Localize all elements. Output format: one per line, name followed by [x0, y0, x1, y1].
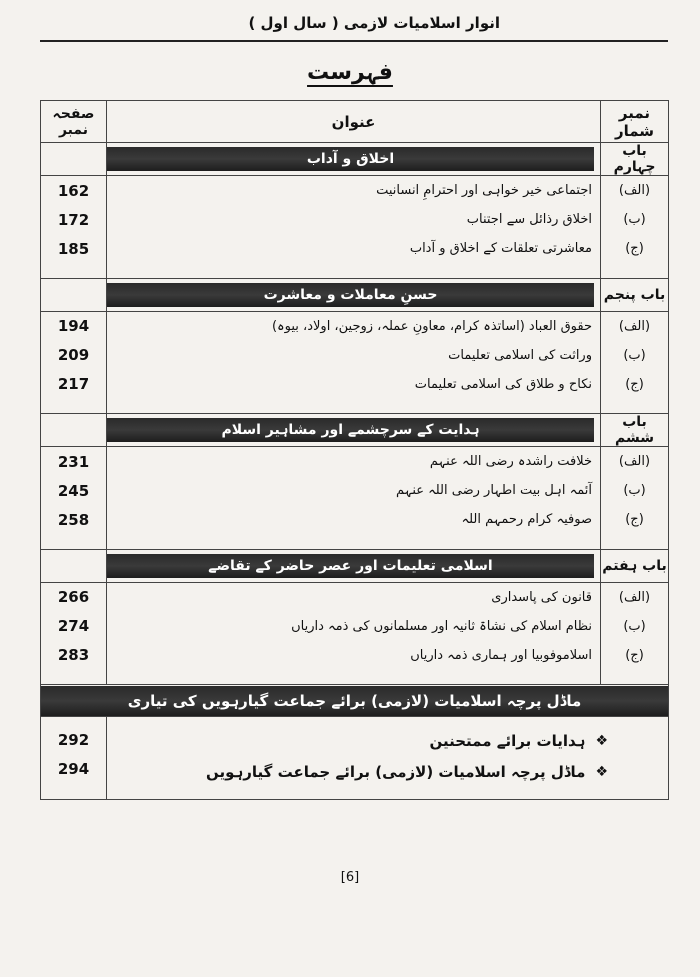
- header-rule: [40, 40, 668, 42]
- item-page: 185: [57, 239, 90, 258]
- empty-page-cell: [41, 143, 107, 176]
- model-item-text: ماڈل پرچہ اسلامیات (لازمی) برائے جماعت گیارہویں: [205, 762, 586, 781]
- chapter-title: حسنِ معاملات و معاشرت: [107, 283, 594, 307]
- item-mark: (ج): [625, 647, 644, 663]
- chapter-items-row: [41, 582, 669, 685]
- item-text: حقوق العباد (اساتذہ کرام، معاونِ عملہ، زوجین، اولاد، بیوہ): [271, 318, 592, 334]
- item-page: 209: [57, 346, 90, 365]
- model-item: [107, 725, 668, 756]
- model-section-title: ماڈل پرچہ اسلامیات (لازمی) برائے جماعت گیارہویں کی تیاری: [41, 686, 668, 716]
- item-text: نکاح و طلاق کی اسلامی تعلیمات: [414, 376, 592, 392]
- item-page: 162: [57, 181, 90, 200]
- footer-page-number: [6]: [340, 870, 360, 885]
- item-mark: (الف): [618, 454, 651, 470]
- toc-table: [40, 100, 669, 800]
- chapter-items-row: [41, 447, 669, 550]
- item-text: قانون کی پاسداری: [491, 589, 592, 605]
- chapter-title: ہدایت کے سرچشمے اور مشاہیر اسلام: [107, 418, 594, 442]
- item-page: 274: [57, 617, 90, 636]
- item-page: 245: [57, 481, 90, 500]
- model-item-text: ہدایات برائے ممتحنین: [429, 731, 586, 750]
- item-mark: (الف): [618, 318, 651, 334]
- item-page: 194: [57, 317, 90, 336]
- chapter-band-row: [41, 278, 669, 311]
- item-page: 217: [57, 375, 90, 394]
- item-mark: (ب): [623, 212, 646, 227]
- model-item: [107, 756, 668, 787]
- item-text: معاشرتی تعلقات کے اخلاق و آداب: [409, 241, 592, 256]
- item-text: صوفیہ کرام رحمہم اللہ: [461, 512, 592, 528]
- chapter-number: باب ہفتم: [601, 549, 669, 582]
- chapter-band-row: [41, 143, 669, 176]
- item-page: 294: [57, 759, 90, 778]
- item-text: اجتماعی خیر خواہی اور احترامِ انسانیت: [376, 183, 592, 198]
- toc-title: فہرست: [307, 60, 393, 85]
- page-header: انوار اسلامیات لازمی ( سال اول ): [248, 14, 500, 32]
- empty-page-cell: [41, 278, 107, 311]
- chapter-band-row: [41, 414, 669, 447]
- item-mark: (ب): [623, 483, 646, 499]
- diamond-bullet-icon: ❖: [595, 763, 608, 780]
- item-text: اخلاق رذائل سے اجتناب: [466, 212, 592, 227]
- item-page: 292: [57, 730, 90, 749]
- item-mark: (ج): [625, 376, 644, 392]
- empty-page-cell: [41, 549, 107, 582]
- item-text: خلافت راشدہ رضی اللہ عنہم: [429, 454, 592, 470]
- toc-header-row: [41, 101, 669, 143]
- chapter-number: باب چہارم: [601, 143, 669, 176]
- item-page: 266: [57, 588, 90, 607]
- model-band-row: [41, 685, 669, 717]
- item-page: 231: [57, 452, 90, 471]
- chapter-items-row: [41, 311, 669, 414]
- item-mark: (ج): [625, 241, 644, 256]
- empty-page-cell: [41, 414, 107, 447]
- title-column-header: عنوان: [107, 101, 601, 143]
- chapter-title: اخلاق و آداب: [107, 147, 594, 171]
- chapter-title: اسلامی تعلیمات اور عصر حاضر کے تقاضے: [107, 554, 594, 578]
- model-items-row: [41, 717, 669, 800]
- chapter-items-row: [41, 176, 669, 279]
- item-mark: (الف): [618, 183, 651, 198]
- item-text: اسلاموفوبیا اور ہماری ذمہ داریاں: [410, 647, 592, 663]
- chapter-number: باب پنجم: [601, 278, 669, 311]
- number-column-header: نمبر شمار: [601, 101, 669, 143]
- item-text: آئمہ اہل بیت اطہار رضی اللہ عنہم: [396, 483, 592, 499]
- item-page: 283: [57, 646, 90, 665]
- item-text: وراثت کی اسلامی تعلیمات: [448, 347, 592, 363]
- item-mark: (الف): [618, 589, 651, 605]
- page-column-header: صفحہ نمبر: [41, 101, 107, 143]
- item-mark: (ج): [625, 512, 644, 528]
- chapter-band-row: [41, 549, 669, 582]
- item-mark: (ب): [623, 347, 646, 363]
- item-page: 258: [57, 510, 90, 529]
- item-page: 172: [57, 210, 90, 229]
- item-mark: (ب): [623, 618, 646, 634]
- diamond-bullet-icon: ❖: [595, 732, 608, 749]
- item-text: نظام اسلام کی نشاۃ ثانیہ اور مسلمانوں کی ذمہ داریاں: [291, 618, 592, 634]
- chapter-number: باب ششم: [601, 414, 669, 447]
